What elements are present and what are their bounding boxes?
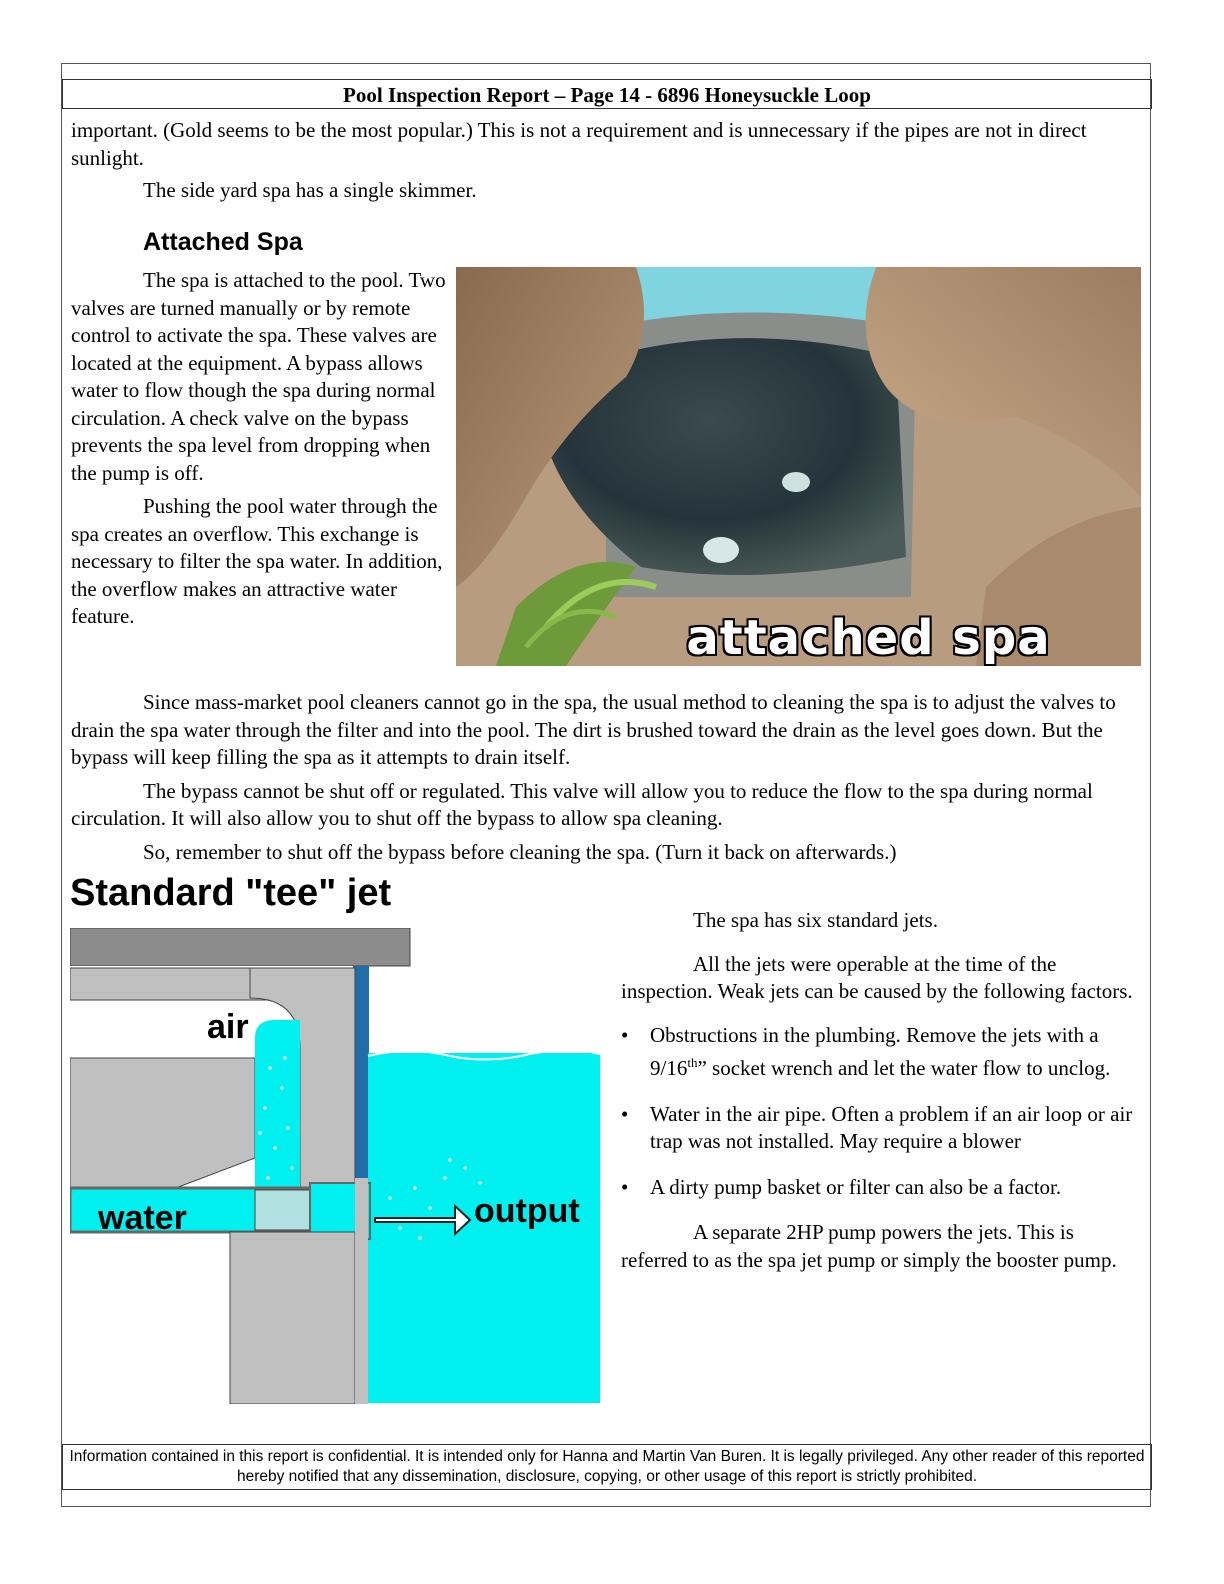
tee-jet-diagram [70,872,600,1404]
intro-continuation: important. (Gold seems to be the most popular.) This is not a requirement and is unnecessary if the pipes are not in direct sunlight. [71,118,1087,170]
spa-paragraph-2: Pushing the pool water through the spa creates an overflow. This exchange is necessary to filter the spa water. In addition, the overflow makes an attractive water feature. [71,494,443,628]
spa-paragraph-4: The bypass cannot be shut off or regulated. This valve will allow you to reduce the flow to the spa during normal circulation. It will also allow you to shut off the bypass to allow spa cleaning. [71,778,1093,830]
section-heading-attached-spa: Attached Spa [143,228,303,256]
bullet-1-pre: Obstructions in the plumbing. Remove the jets with a 9/16 [650,1022,1099,1080]
spa-paragraph-1: The spa is attached to the pool. Two valves are turned manually or by remote control to activate the spa. These valves are located at the equipment. A bypass allows water to flow though the spa during normal circulation. A check valve on the bypass prevents the spa level from dropping when the pump is off. [71,268,446,485]
spa-photo-drawing [456,267,1141,666]
diagram-title: Standard "tee" jet [70,872,392,914]
attached-spa-photo [456,267,1141,666]
bullet-1-sup: th [687,1055,698,1070]
spa-paragraph-5: So, remember to shut off the bypass before cleaning the spa. (Turn it back on afterwards.) [143,839,897,864]
list-item: • Water in the air pipe. Often a problem if an air loop or air trap was not installed. May require a blower [621,1101,1133,1153]
photo-caption: attached spa [686,610,1051,666]
pump-text: A separate 2HP pump powers the jets. This is referred to as the spa jet pump or simply the booster pump. [621,1220,1117,1272]
spa-text-left [71,267,446,631]
diagram-label-output: output [474,1192,580,1230]
list-item: • Obstructions in the plumbing. Remove the jets with a 9/16th” socket wrench and let the water flow to unclog. [621,1022,1111,1080]
jets-operable: All the jets were operable at the time of the inspection. Weak jets can be caused by the following factors. [621,951,1133,1003]
list-item: • A dirty pump basket or filter can also be a factor. [621,1174,1062,1199]
bullet-3: A dirty pump basket or filter can also be a factor. [650,1174,1062,1199]
tee-jet-drawing [70,928,600,1404]
page-header: Pool Inspection Report – Page 14 - 6896 Honeysuckle Loop [62,79,1152,109]
factors-list [621,1022,1141,1202]
diagram-label-air: air [207,1008,249,1046]
bullet-1-post: ” socket wrench and let the water flow to unclog. [697,1056,1111,1080]
spa-paragraph-3: Since mass-market pool cleaners cannot go in the spa, the usual method to cleaning the spa is to adjust the valves to drain the spa water through the filter and into the pool. The dirt is brushed toward the drain as the level goes down. But the bypass will keep filling the spa as it attempts to drain itself. [71,690,1116,769]
spa-text-full [71,689,1146,866]
jets-text [621,907,1141,1274]
jets-count: The spa has six standard jets. [693,908,938,932]
intro-text [71,117,1146,205]
bullet-2: Water in the air pipe. Often a problem if an air loop or air trap was not installed. May require a blower [650,1101,1133,1153]
skimmer-text: The side yard spa has a single skimmer. [143,178,477,202]
diagram-label-water: water [98,1199,187,1237]
confidentiality-footer: Information contained in this report is confidential. It is intended only for Hanna and Martin Van Buren. It is legally privileged. Any other reader of this reported hereby notified that any dissemination, disclosure, copying, or other usage of this report is strictly prohibited. [62,1444,1152,1490]
